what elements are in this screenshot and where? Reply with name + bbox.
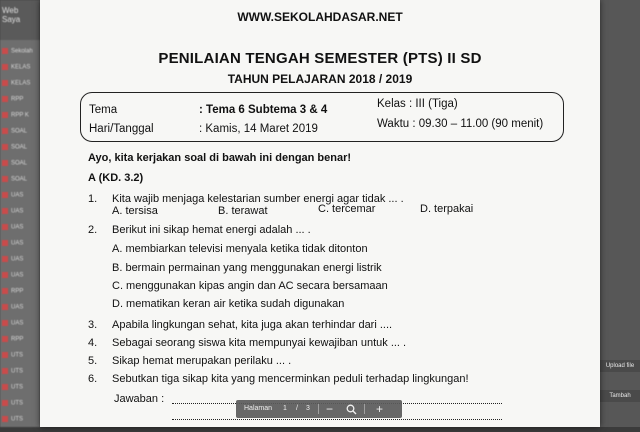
file-icon <box>2 368 8 374</box>
answer-label: Jawaban : <box>114 393 165 405</box>
background-sidebar-item-label: KELAS <box>11 64 31 71</box>
background-sidebar-item[interactable] <box>0 336 40 352</box>
file-icon <box>2 224 8 230</box>
background-sidebar-item-label: KELAS <box>11 80 31 87</box>
file-icon <box>2 176 8 182</box>
file-icon <box>2 336 8 342</box>
background-sidebar-item[interactable] <box>0 304 40 320</box>
exam-title: PENILAIAN TENGAH SEMESTER (PTS) II SD <box>158 50 482 67</box>
background-sidebar-item-label: UAS <box>11 256 24 263</box>
question-1-option-a: A. tersisa <box>112 205 158 217</box>
background-sidebar-item[interactable] <box>0 192 40 208</box>
background-sidebar-item-label: RPP <box>11 336 24 343</box>
background-sidebar-item-label: RPP K <box>11 112 29 119</box>
question-1-option-b: B. terawat <box>218 205 268 217</box>
answer-line <box>172 418 502 420</box>
file-icon <box>2 160 8 166</box>
background-sidebar-item-label: UAS <box>11 240 24 247</box>
section-heading: A (KD. 3.2) <box>88 172 144 184</box>
background-sidebar-item-label: UAS <box>11 192 24 199</box>
file-icon <box>2 256 8 262</box>
background-header <box>0 0 40 40</box>
background-sidebar-item[interactable] <box>0 96 40 112</box>
background-upload-button[interactable]: Upload file <box>600 360 640 372</box>
question-2-text: Berikut ini sikap hemat energi adalah ... . <box>112 224 311 236</box>
background-sidebar-item[interactable] <box>0 208 40 224</box>
background-sidebar-item-label: Sekolah <box>11 48 33 55</box>
background-add-button[interactable]: Tambah <box>600 390 640 402</box>
background-sidebar-item-label: SOAL <box>11 176 28 183</box>
question-1-text: Kita wajib menjaga kelestarian sumber energi agar tidak ... . <box>112 193 404 205</box>
background-right-panel <box>600 0 640 427</box>
question-number: 2. <box>88 224 98 236</box>
academic-year: TAHUN PELAJARAN 2018 / 2019 <box>227 72 413 86</box>
pdf-viewer-toolbar <box>236 400 402 418</box>
question-5-text: Sikap hemat merupakan perilaku ... . <box>112 355 292 367</box>
question-number: 1. <box>88 193 98 205</box>
file-icon <box>2 304 8 310</box>
magnifier-icon[interactable] <box>346 404 357 423</box>
file-icon <box>2 64 8 70</box>
question-number: 6. <box>88 373 98 385</box>
file-icon <box>2 416 8 422</box>
background-sidebar-item-label: SOAL <box>11 144 28 151</box>
question-1-option-d: D. terpakai <box>420 203 474 215</box>
background-sidebar-item-label: UTS <box>11 416 23 423</box>
page-label: Halaman <box>244 405 273 412</box>
background-sidebar-item[interactable] <box>0 288 40 304</box>
background-sidebar-item-label: RPP <box>11 288 24 295</box>
file-icon <box>2 128 8 134</box>
background-sidebar-item[interactable] <box>0 272 40 288</box>
background-sidebar-item-label: UTS <box>11 368 23 375</box>
file-icon <box>2 48 8 54</box>
background-sidebar-item[interactable] <box>0 48 40 64</box>
question-2-option-d: D. mematikan keran air ketika sudah digunakan <box>112 298 345 310</box>
background-sidebar-item[interactable] <box>0 240 40 256</box>
background-sidebar-item-label: UTS <box>11 352 23 359</box>
question-2-option-c: C. menggunakan kipas angin dan AC secara bersamaan <box>112 280 388 292</box>
kelas-text: Kelas : III (Tiga) <box>377 98 458 110</box>
file-icon <box>2 80 8 86</box>
background-sidebar-item[interactable] <box>0 352 40 368</box>
question-4-text: Sebagai seorang siswa kita mempunyai kewajiban untuk ... . <box>112 337 407 349</box>
question-2-option-b: B. bermain permainan yang menggunakan energi listrik <box>112 262 382 274</box>
background-sidebar-item[interactable] <box>0 400 40 416</box>
instruction-text: Ayo, kita kerjakan soal di bawah ini dengan benar! <box>88 152 352 164</box>
background-sidebar-item[interactable] <box>0 224 40 240</box>
question-3-text: Apabila lingkungan sehat, kita juga akan terhindar dari .... <box>112 319 393 331</box>
question-2-option-a: A. membiarkan televisi menyala ketika tidak ditonton <box>112 243 368 255</box>
document-page <box>40 0 600 427</box>
background-sidebar-item-label: SOAL <box>11 128 28 135</box>
page-separator: / <box>296 405 298 412</box>
background-sidebar-item-label: UAS <box>11 304 24 311</box>
zoom-out-button[interactable]: − <box>326 402 334 416</box>
background-sidebar-item[interactable] <box>0 256 40 272</box>
page-number-input[interactable]: 1 <box>283 405 287 412</box>
background-sidebar-item[interactable] <box>0 128 40 144</box>
background-sidebar-item-label: RPP <box>11 96 24 103</box>
background-sidebar-item[interactable] <box>0 144 40 160</box>
file-icon <box>2 288 8 294</box>
tema-value: : Tema 6 Subtema 3 & 4 <box>199 104 328 116</box>
file-icon <box>2 192 8 198</box>
toolbar-divider <box>364 404 365 414</box>
question-number: 4. <box>88 337 98 349</box>
background-sidebar-item-label: UTS <box>11 400 23 407</box>
background-sidebar-item[interactable] <box>0 80 40 96</box>
background-sidebar-item-label: UAS <box>11 320 24 327</box>
file-icon <box>2 144 8 150</box>
background-sidebar-item[interactable] <box>0 320 40 336</box>
page-total: 3 <box>306 405 310 412</box>
background-sidebar-item[interactable] <box>0 64 40 80</box>
exam-info-box <box>80 92 564 142</box>
background-sidebar-item-label: UAS <box>11 272 24 279</box>
waktu-text: Waktu : 09.30 – 11.00 (90 menit) <box>377 118 544 130</box>
question-1-option-c: C. tercemar <box>318 203 376 215</box>
background-sidebar-item[interactable] <box>0 112 40 128</box>
background-sidebar-item-label: SOAL <box>11 160 28 167</box>
background-sidebar <box>0 0 40 427</box>
question-number: 5. <box>88 355 98 367</box>
file-icon <box>2 352 8 358</box>
hari-value: : Kamis, 14 Maret 2019 <box>199 123 318 135</box>
background-header-label: Web Saya <box>2 6 21 24</box>
question-6-text: Sebutkan tiga sikap kita yang mencerminkan peduli terhadap lingkungan! <box>112 373 469 385</box>
hari-label: Hari/Tanggal <box>89 123 154 135</box>
background-sidebar-item[interactable] <box>0 416 40 432</box>
zoom-in-button[interactable]: + <box>376 402 384 416</box>
background-sidebar-item[interactable] <box>0 176 40 192</box>
file-icon <box>2 96 8 102</box>
toolbar-divider <box>318 404 319 414</box>
file-icon <box>2 320 8 326</box>
question-number: 3. <box>88 319 98 331</box>
tema-label: Tema <box>89 104 118 116</box>
background-sidebar-item[interactable] <box>0 368 40 384</box>
background-sidebar-item[interactable] <box>0 160 40 176</box>
background-sidebar-item-label: UAS <box>11 208 24 215</box>
background-sidebar-item-label: UTS <box>11 384 23 391</box>
file-icon <box>2 272 8 278</box>
background-sidebar-item[interactable] <box>0 384 40 400</box>
file-icon <box>2 400 8 406</box>
file-icon <box>2 240 8 246</box>
background-sidebar-item-label: UAS <box>11 224 24 231</box>
website-header: WWW.SEKOLAHDASAR.NET <box>237 10 403 24</box>
file-icon <box>2 208 8 214</box>
file-icon <box>2 112 8 118</box>
file-icon <box>2 384 8 390</box>
